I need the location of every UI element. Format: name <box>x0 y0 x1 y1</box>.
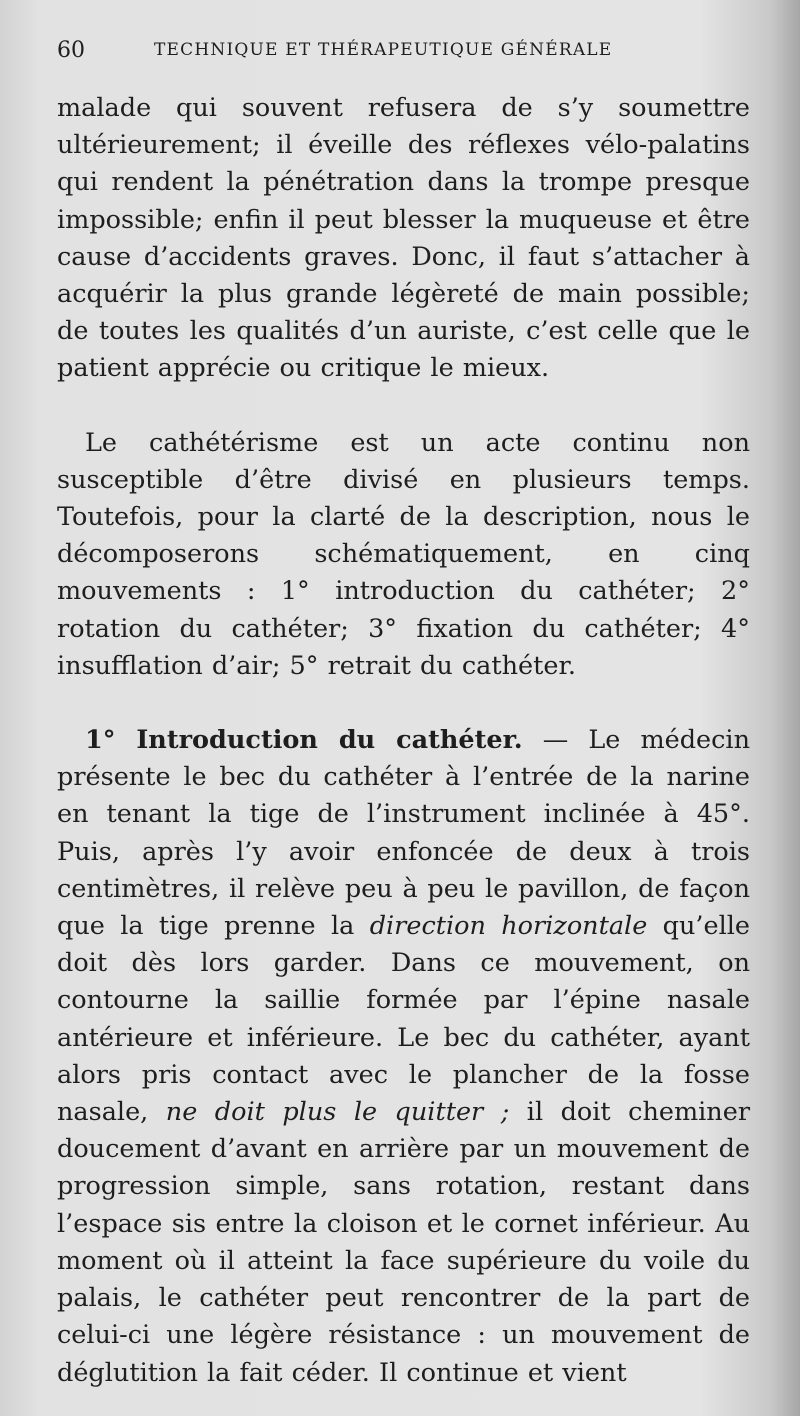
body-text <box>57 90 750 1392</box>
text-segment: — Le médecin présente le bec du cathéter à l’entrée de la narine en tenant la tige de l’instrument inclinée à 45°. Puis, après l’y avoir enfoncée de deux à trois centimètres, il relève peu à peu le pavillon, de façon que la tige prenne la <box>57 725 750 942</box>
italic-phrase: direction horizontale <box>369 911 648 942</box>
italic-phrase: ne doit plus le quitter ; <box>165 1097 510 1128</box>
running-title: TECHNIQUE ET THÉRAPEUTIQUE GÉNÉRALE <box>154 40 613 60</box>
page-number: 60 <box>57 38 85 63</box>
paragraph-gap <box>57 388 750 425</box>
text-segment: qu’elle doit dès lors garder. Dans ce mouvement, on contourne la saillie formée par l’épine nasale antérieure et inférieure. Le bec du cathéter, ayant alors pris contact avec le plancher de la fosse nasale, <box>57 911 750 1128</box>
paragraph-catheterism: Le cathétérisme est un acte continu non susceptible d’être divisé en plusieurs temps. Toutefois, pour la clarté de la description, nous le décomposerons schématiquement, en cinq mouvements : 1° introduction du cathéter; 2° rotation du cathéter; 3° fixation du cathéter; 4° insufflation d’air; 5° retrait du cathéter. <box>57 427 750 681</box>
paragraph-continuation: malade qui souvent refusera de s’y soumettre ultérieurement; il éveille des réflexes vélo-palatins qui rendent la pénétration dans la trompe presque impossible; enfin il peut blesser la muqueuse et être cause d’accidents graves. Donc, il faut s’attacher à acquérir la plus grande légèreté de main possible; de toutes les qualités d’un auriste, c’est celle que le patient apprécie ou critique le mieux. <box>57 93 750 384</box>
page-header <box>57 38 757 78</box>
paragraph-introduction <box>57 722 750 1392</box>
text-segment: il doit cheminer doucement d’avant en arrière par un mouvement de progression simple, sans rotation, restant dans l’espace sis entre la cloison et le cornet inférieur. Au moment où il atteint la face supérieure du voile du palais, le cathéter peut rencontrer de la part de celui-ci une légère résistance : un mouvement de déglutition la fait céder. Il continue et vient <box>57 1097 751 1388</box>
paragraph-gap <box>57 685 750 722</box>
section-heading: 1° Introduction du cathéter. <box>85 725 523 756</box>
